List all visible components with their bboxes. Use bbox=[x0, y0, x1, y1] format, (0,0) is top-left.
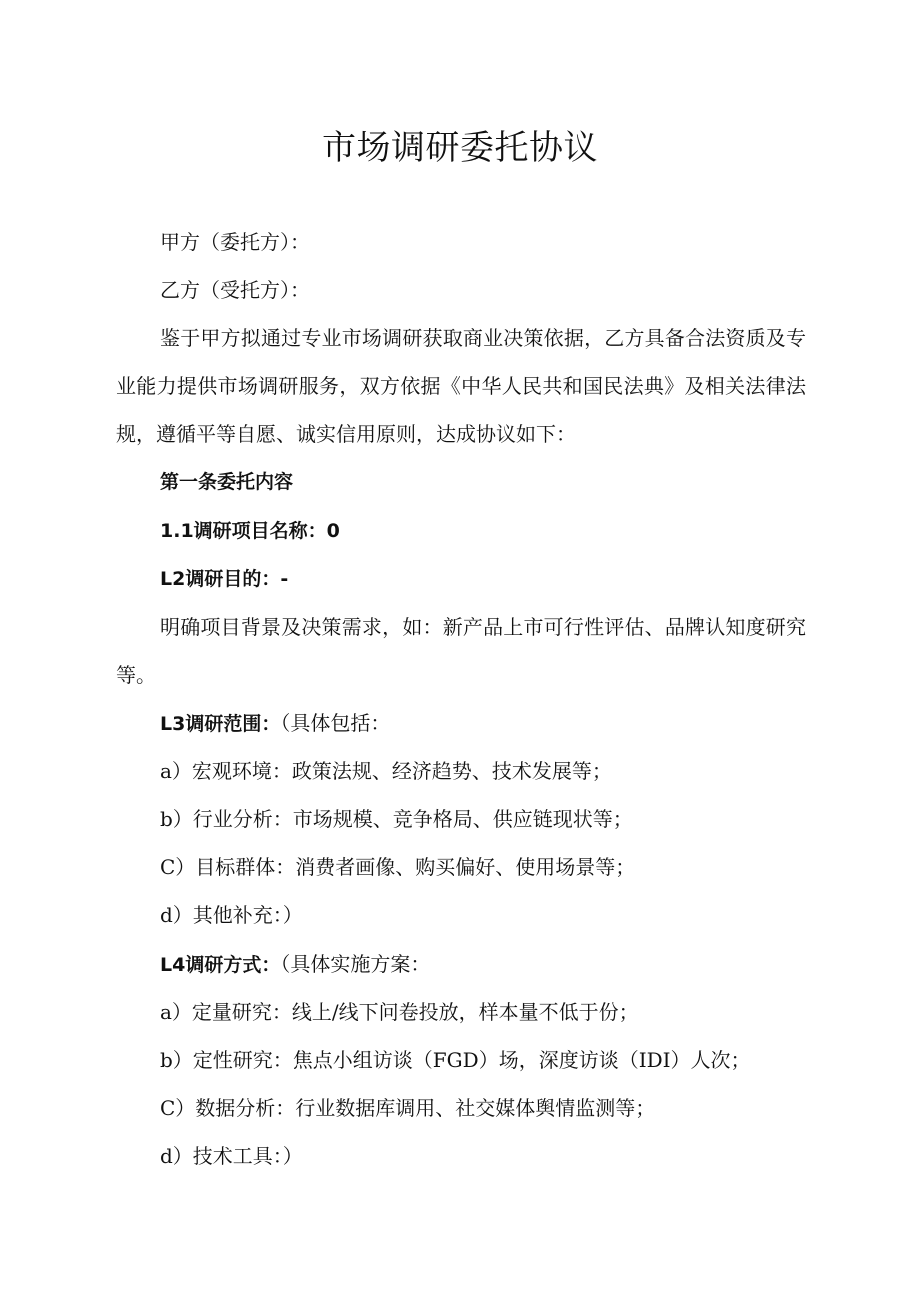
item-1-4-rest: （具体实施方案： bbox=[280, 952, 431, 976]
method-b: b）定性研究：焦点小组访谈（FGD）场，深度访谈（IDI）人次； bbox=[160, 1048, 751, 1072]
scope-b: b）行业分析：市场规模、竞争格局、供应链现状等； bbox=[160, 807, 633, 831]
method-c: C）数据分析：行业数据库调用、社交媒体舆情监测等； bbox=[160, 1096, 656, 1120]
document-title: 市场调研委托协议 bbox=[322, 128, 598, 168]
method-d: d）技术工具：） bbox=[160, 1144, 303, 1168]
scope-c: C）目标群体：消费者画像、购买偏好、使用场景等； bbox=[160, 855, 636, 879]
party-a-line: 甲方（委托方）： bbox=[160, 230, 310, 254]
party-b-line: 乙方（受托方）： bbox=[160, 278, 310, 302]
article-1-heading: 第一条委托内容 bbox=[160, 471, 294, 493]
item-1-2: L2调研目的：- bbox=[160, 568, 289, 590]
item-1-4-label: L4调研方式： bbox=[160, 954, 281, 976]
item-1-1: 1.1调研项目名称：0 bbox=[160, 520, 340, 542]
scope-a: a）宏观环境：政策法规、经济趋势、技术发展等； bbox=[160, 759, 612, 783]
item-1-3-rest: （具体包括： bbox=[280, 711, 391, 735]
item-1-3-label: L3调研范围： bbox=[160, 713, 281, 735]
item-1-4 bbox=[160, 950, 430, 979]
purpose-paragraph: 明确项目背景及决策需求，如：新产品上市可行性评估、品牌认知度研究等。 bbox=[116, 615, 806, 687]
method-a: a）定量研究：线上/线下问卷投放，样本量不低于份； bbox=[160, 1000, 639, 1024]
scope-d: d）其他补充：） bbox=[160, 903, 303, 927]
item-1-3 bbox=[160, 709, 390, 738]
preamble-paragraph: 鉴于甲方拟通过专业市场调研获取商业决策依据，乙方具备合法资质及专业能力提供市场调研服务，双方依据《中华人民共和国民法典》及相关法律法规，遵循平等自愿、诚实信用原则，达成协议如下： bbox=[116, 326, 806, 446]
